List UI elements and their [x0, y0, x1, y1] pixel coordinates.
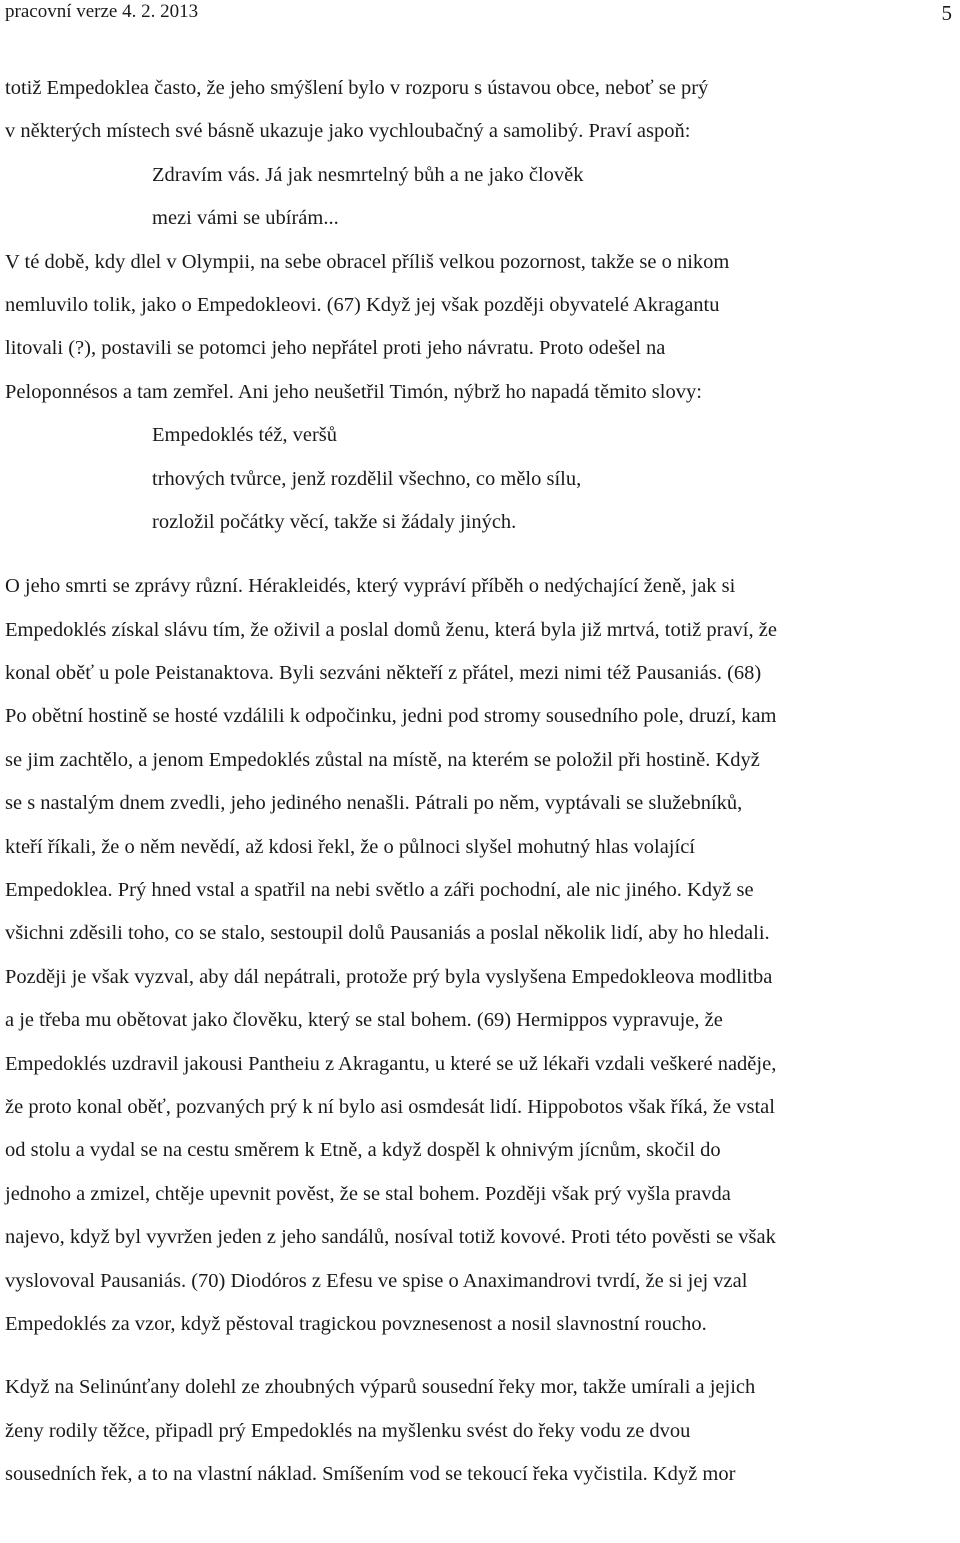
- page-header: [5, 0, 952, 30]
- text-line: všichni zděsili toho, co se stalo, sestoupil dolů Pausaniás a poslal několik lidí, aby ho hledali.: [5, 922, 770, 945]
- verse-line: mezi vámi se ubírám...: [152, 207, 339, 230]
- page-number: 5: [941, 1, 952, 25]
- verse-quote-2: [5, 414, 955, 544]
- paragraph-1: [5, 67, 955, 154]
- text-line: najevo, když byl vyvržen jeden z jeho sandálů, nosíval totiž kovové. Proti této pověsti se však: [5, 1226, 776, 1249]
- verse-line: Zdravím vás. Já jak nesmrtelný bůh a ne jako člověk: [152, 163, 584, 186]
- text-line: Později je však vyzval, aby dál nepátrali, protože prý byla vyslyšena Empedokleova modlitba: [5, 965, 773, 988]
- verse-line: trhových tvůrce, jenž rozdělil všechno, co mělo sílu,: [152, 467, 582, 490]
- text-line: a je třeba mu obětovat jako člověku, který se stal bohem. (69) Hermippos vypravuje, že: [5, 1009, 723, 1032]
- text-line: sousedních řek, a to na vlastní náklad. Smíšením vod se tekoucí řeka vyčistila. Když mor: [5, 1463, 736, 1486]
- paragraph-spacer: [5, 544, 955, 565]
- text-line: Empedoklea. Prý hned vstal a spatřil na nebi světlo a záři pochodní, ale nic jiného. Když se: [5, 879, 754, 902]
- verse-quote-1: [5, 154, 955, 241]
- text-line: V té době, kdy dlel v Olympii, na sebe obracel příliš velkou pozornost, takže se o nikom: [5, 250, 730, 273]
- paragraph-2: [5, 241, 955, 415]
- verse-line: Empedoklés též, veršů: [152, 424, 338, 447]
- paragraph-4: [5, 1366, 955, 1496]
- text-line: Empedoklés získal slávu tím, že oživil a poslal domů ženu, která byla již mrtvá, totiž praví, že: [5, 618, 777, 641]
- text-line: Peloponnésos a tam zemřel. Ani jeho neušetřil Timón, nýbrž ho napadá těmito slovy:: [5, 380, 702, 403]
- paragraph-3: [5, 565, 955, 1346]
- text-line: jednoho a zmizel, chtěje upevnit pověst, že se stal bohem. Později však prý vyšla pravda: [5, 1182, 731, 1205]
- text-line: totiž Empedoklea často, že jeho smýšlení bylo v rozporu s ústavou obce, neboť se prý: [5, 77, 709, 99]
- verse-line: rozložil počátky věcí, takže si žádaly jiných.: [152, 510, 517, 533]
- text-line: od stolu a vydal se na cestu směrem k Etně, a když dospěl k ohnivým jícnům, skočil do: [5, 1139, 721, 1162]
- paragraph-spacer: [5, 1346, 955, 1366]
- text-line: ženy rodily těžce, připadl prý Empedoklés na myšlenku svést do řeky vodu ze dvou: [5, 1419, 691, 1442]
- text-line: konal oběť u pole Peistanaktova. Byli sezváni někteří z přátel, mezi nimi též Pausaniás. (68): [5, 662, 762, 685]
- text-line: O jeho smrti se zprávy různí. Hérakleidés, který vypráví příběh o nedýchající ženě, jak si: [5, 575, 736, 598]
- text-line: nemluvilo tolik, jako o Empedokleovi. (67) Když jej však později obyvatelé Akragantu: [5, 293, 720, 316]
- text-line: Po obětní hostině se hosté vzdálili k odpočinku, jedni pod stromy sousedního pole, druzí, kam: [5, 705, 777, 728]
- text-line: vyslovoval Pausaniás. (70) Diodóros z Efesu ve spise o Anaximandrovi tvrdí, že si jej vzal: [5, 1269, 748, 1292]
- version-label: pracovní verze 4. 2. 2013: [5, 1, 199, 22]
- text-line: v některých místech své básně ukazuje jako vychloubačný a samolibý. Praví aspoň:: [5, 120, 691, 143]
- text-line: Když na Selinúnťany dolehl ze zhoubných výparů sousední řeky mor, takže umírali a jejich: [5, 1376, 756, 1399]
- text-line: Empedoklés za vzor, když pěstoval tragickou povznesenost a nosil slavnostní roucho.: [5, 1312, 707, 1335]
- body-text: [5, 67, 955, 1497]
- text-line: se jim zachtělo, a jenom Empedoklés zůstal na místě, na kterém se položil při hostině. Když: [5, 748, 760, 771]
- text-line: kteří říkali, že o něm nevědí, až kdosi řekl, že o půlnoci slyšel mohutný hlas volající: [5, 835, 695, 858]
- text-line: litovali (?), postavili se potomci jeho nepřátel proti jeho návratu. Proto odešel na: [5, 337, 666, 360]
- text-line: že proto konal oběť, pozvaných prý k ní bylo asi osmdesát lidí. Hippobotos však říká, že vstal: [5, 1095, 775, 1118]
- text-line: Empedoklés uzdravil jakousi Pantheiu z Akragantu, u které se už lékaři vzdali veškeré naděje,: [5, 1052, 777, 1075]
- text-line: se s nastalým dnem zvedli, jeho jediného nenašli. Pátrali po něm, vyptávali se služebníků,: [5, 792, 743, 815]
